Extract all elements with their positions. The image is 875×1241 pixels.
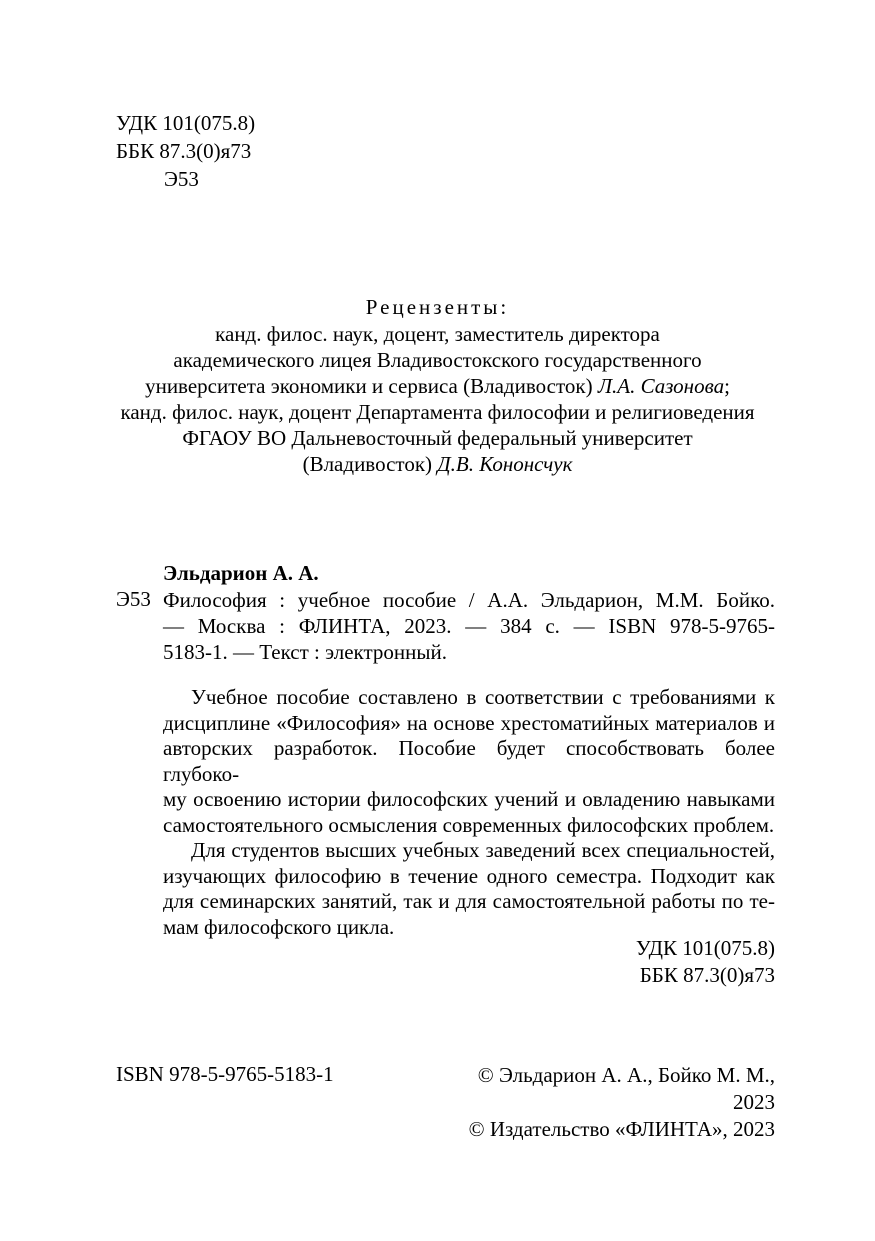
reviewer-city: (Владивосток) <box>302 452 438 476</box>
abstract-line: самостоятельного осмысления современных философских проблем. <box>163 812 775 837</box>
reviewer-name: Л.А. Сазонова <box>597 374 725 398</box>
abstract-line: му освоению истории философских учений и овладению навыками <box>163 787 775 811</box>
reviewer-line <box>0 373 875 399</box>
reviewer-line: канд. филос. наук, доцент, заместитель директора <box>215 322 660 346</box>
abstract-line: для семинарских занятий, так и для самостоятельной работы по те- <box>163 889 775 913</box>
isbn: ISBN 978-5-9765-5183-1 <box>116 1062 334 1086</box>
abstract-line: Для студентов высших учебных заведений всех специальностей, <box>191 838 775 862</box>
bib-line: Философия : учебное пособие / А.А. Эльдарион, М.М. Бойко. <box>163 588 775 612</box>
abstract-line: дисциплине «Философия» на основе хрестоматийных материалов и <box>163 710 775 735</box>
bbk-code: ББК 87.3(0)я73 <box>116 139 252 163</box>
bib-code: Э53 <box>116 587 151 611</box>
bib-line: — Москва : ФЛИНТА, 2023. — 384 с. — ISBN 978-5-9765- <box>163 614 775 638</box>
copyright-block <box>432 1062 775 1143</box>
classification-block <box>116 111 255 195</box>
udk-code: УДК 101(075.8) <box>635 936 775 960</box>
classification-codes-right <box>400 935 775 989</box>
abstract-line: мам философского цикла. <box>163 914 395 939</box>
reviewer-line: академического лицея Владивостокского государственного <box>173 348 702 372</box>
reviewer-name: Д.В. Кононсчук <box>437 452 573 476</box>
bib-author: Эльдарион А. А. <box>163 561 319 585</box>
reviewer-line: канд. филос. наук, доцент Департамента философии и религиоведения <box>120 400 755 424</box>
author-mark: Э53 <box>164 167 199 191</box>
reviewers-block <box>0 294 875 477</box>
reviewer-line <box>0 451 875 477</box>
abstract <box>163 685 775 940</box>
reviewers-heading: Рецензенты: <box>365 295 510 319</box>
copyright-publisher: © Издательство «ФЛИНТА», 2023 <box>468 1117 775 1141</box>
reviewer-affiliation: университета экономики и сервиса (Владивосток) <box>145 374 598 398</box>
reviewer-separator: ; <box>724 374 730 398</box>
abstract-line: авторских разработок. Пособие будет способствовать более глубоко- <box>163 736 775 786</box>
abstract-line: изучающих философию в течение одного семестра. Подходит как <box>163 863 775 888</box>
bibliographic-record <box>163 587 775 665</box>
bbk-code: ББК 87.3(0)я73 <box>639 963 775 987</box>
copyright-authors: © Эльдарион А. А., Бойко М. М., 2023 <box>477 1063 775 1114</box>
abstract-line: Учебное пособие составлено в соответствии с требованиями к <box>191 685 775 709</box>
bib-line: 5183-1. — Текст : электронный. <box>163 640 447 664</box>
reviewer-line: ФГАОУ ВО Дальневосточный федеральный университет <box>182 426 693 450</box>
udk-code: УДК 101(075.8) <box>116 111 256 135</box>
